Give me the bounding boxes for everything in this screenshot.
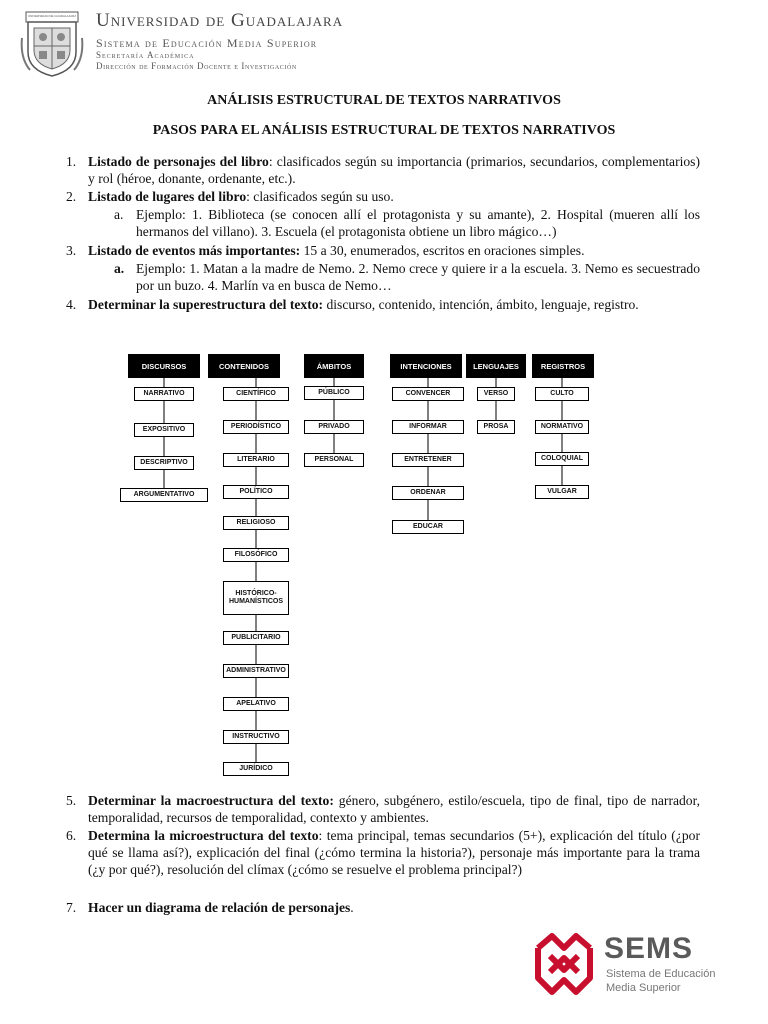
diagram-connectors xyxy=(128,352,608,782)
sems-logo-icon xyxy=(532,932,596,996)
diagram-header: LENGUAJES xyxy=(466,354,526,378)
diagram-box: PÚBLICO xyxy=(304,386,364,400)
diagram-box: PROSA xyxy=(477,420,515,434)
list-number: 7. xyxy=(66,900,77,915)
list-item-text: : tema principal, temas secundarios (5+), explicación del título (¿por qué se llama así?), explicación del final (¿cómo termina la historia?), personaje más importante para la trama (¿y por qué?), resolución del clímax (¿cómo se resuelve el problema principal?) xyxy=(88,828,700,877)
diagram-box: HISTÓRICO- HUMANÍSTICOS xyxy=(223,581,289,615)
list-number: a. xyxy=(114,207,124,222)
system-name: Sistema de Educación Media Superior xyxy=(96,36,318,50)
list-item-7 xyxy=(66,899,700,916)
diagram-box: INFORMAR xyxy=(392,420,464,434)
list-item-6 xyxy=(66,827,700,878)
sems-logo xyxy=(532,932,732,996)
diagram-box: CONVENCER xyxy=(392,387,464,401)
list-item-text: 15 a 30, enumerados, escritos en oraciones simples. xyxy=(300,243,585,258)
header xyxy=(20,8,440,80)
list-number: 3. xyxy=(66,243,77,258)
list-item-2 xyxy=(66,188,700,205)
list-item-3 xyxy=(66,242,700,259)
list-item-text: . xyxy=(350,900,354,915)
diagram-box: NARRATIVO xyxy=(134,387,194,401)
list-item-heading: Listado de eventos más importantes: xyxy=(88,243,301,258)
secretaria-name: Secretaría Académica xyxy=(96,50,195,60)
crest-label: UNIVERSIDAD DE GUADALAJARA xyxy=(28,14,76,18)
diagram-box: POLÍTICO xyxy=(223,485,289,499)
diagram-box: PUBLICITARIO xyxy=(223,631,289,645)
list-item-text: : clasificados según su importancia (primarios, secundarios, complementarios) y rol (héroe, donante, ordenante, etc.). xyxy=(88,154,700,186)
document-title: ANÁLISIS ESTRUCTURAL DE TEXTOS NARRATIVOS xyxy=(207,93,561,108)
list-item-heading: Listado de lugares del libro xyxy=(88,189,247,204)
list-number: 5. xyxy=(66,793,77,808)
diagram-header: CONTENIDOS xyxy=(208,354,280,378)
list-item-heading: Hacer un diagrama de relación de personajes xyxy=(88,900,351,915)
diagram-box: CULTO xyxy=(535,387,589,401)
diagram-box: ADMINISTRATIVO xyxy=(223,664,289,678)
list-item-5 xyxy=(66,792,700,826)
list-item-heading: Listado de personajes del libro xyxy=(88,154,269,169)
university-crest-icon xyxy=(20,8,84,78)
diagram-box: VULGAR xyxy=(535,485,589,499)
diagram-box: FILOSÓFICO xyxy=(223,548,289,562)
sems-brand: SEMS xyxy=(604,932,694,965)
university-name: Universidad de Guadalajara xyxy=(96,10,344,31)
diagram-box: COLOQUIAL xyxy=(535,452,589,466)
diagram-box: EXPOSITIVO xyxy=(134,423,194,437)
diagram-box: ORDENAR xyxy=(392,486,464,500)
list-item-heading: Determinar la macroestructura del texto: xyxy=(88,793,334,808)
sems-line1: Sistema de Educación xyxy=(606,968,716,980)
list-number: 2. xyxy=(66,189,77,204)
list-item-text: discurso, contenido, intención, ámbito, lenguaje, registro. xyxy=(323,297,639,312)
diagram-box: LITERARIO xyxy=(223,453,289,467)
diagram-box: DESCRIPTIVO xyxy=(134,456,194,470)
list-item-heading: Determina la microestructura del texto xyxy=(88,828,319,843)
list-item-1 xyxy=(66,153,700,187)
list-item-text: : clasificados según su uso. xyxy=(246,189,394,204)
diagram-box: CIENTÍFICO xyxy=(223,387,289,401)
diagram-box: PRIVADO xyxy=(304,420,364,434)
sems-line2: Media Superior xyxy=(606,982,681,994)
list-item-text: género, subgénero, estilo/escuela, tipo de final, tipo de narrador, temporalidad, recursos de temporalidad, contexto y ambientes. xyxy=(88,793,700,825)
diagram-box: ENTRETENER xyxy=(392,453,464,467)
diagram-box: VERSO xyxy=(477,387,515,401)
diagram-header: INTENCIONES xyxy=(390,354,462,378)
diagram-box: JURÍDICO xyxy=(223,762,289,776)
list-number: a. xyxy=(114,261,125,276)
list-number: 6. xyxy=(66,828,77,843)
list-item-text: Ejemplo: 1. Biblioteca (se conocen allí el protagonista y su amante), 2. Hospital (mueren allí los hermanos del villano). 3. Escuela (el protagonista obtiene un libro mágico…) xyxy=(136,207,700,239)
list-number: 1. xyxy=(66,154,77,169)
diagram-box: INSTRUCTIVO xyxy=(223,730,289,744)
diagram-header: REGISTROS xyxy=(532,354,594,378)
list-subitem-2a xyxy=(114,206,700,240)
direccion-name: Dirección de Formación Docente e Investigación xyxy=(96,61,297,71)
diagram-header: ÁMBITOS xyxy=(304,354,364,378)
list-subitem-3a xyxy=(114,260,700,294)
document-subtitle: PASOS PARA EL ANÁLISIS ESTRUCTURAL DE TEXTOS NARRATIVOS xyxy=(152,123,616,138)
diagram-box: NORMATIVO xyxy=(535,420,589,434)
diagram-box: APELATIVO xyxy=(223,697,289,711)
list-item-4 xyxy=(66,296,700,313)
diagram-box: PERIODÍSTICO xyxy=(223,420,289,434)
diagram-box: RELIGIOSO xyxy=(223,516,289,530)
diagram-box: PERSONAL xyxy=(304,453,364,467)
diagram-box: ARGUMENTATIVO xyxy=(120,488,208,502)
list-item-text: Ejemplo: 1. Matan a la madre de Nemo. 2. Nemo crece y quiere ir a la escuela. 3. Nemo es secuestrado por un buzo. 4. Marlín va en busca de Nemo… xyxy=(136,261,700,293)
diagram-box: EDUCAR xyxy=(392,520,464,534)
list-item-heading: Determinar la superestructura del texto: xyxy=(88,297,324,312)
list-number: 4. xyxy=(66,297,77,312)
superstructure-diagram xyxy=(128,352,608,782)
diagram-header: DISCURSOS xyxy=(128,354,200,378)
